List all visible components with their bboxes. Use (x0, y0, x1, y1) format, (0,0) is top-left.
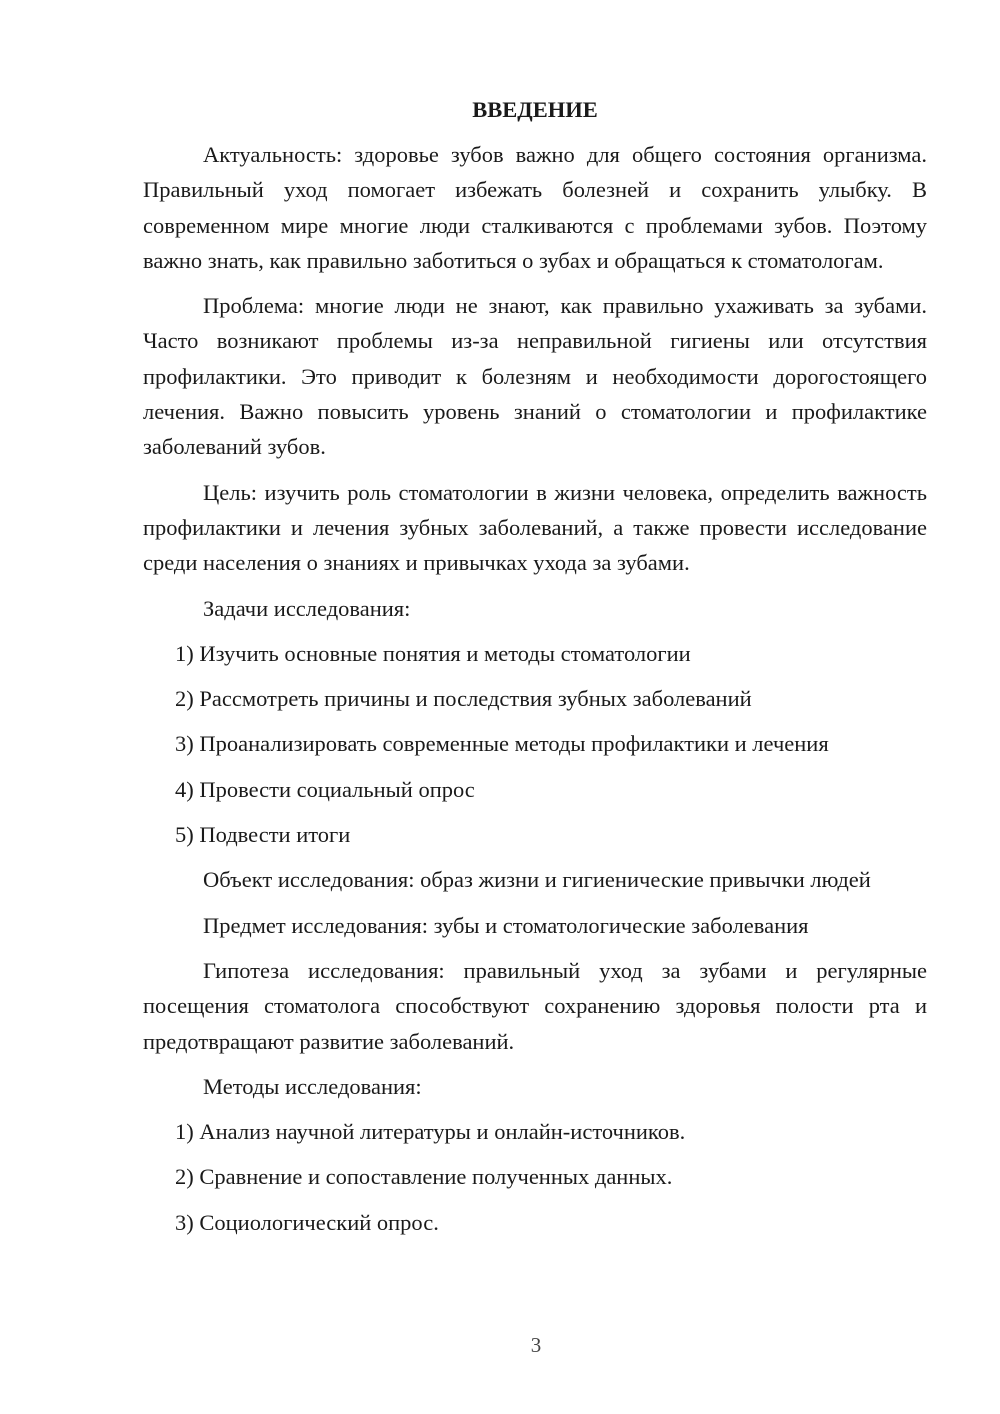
object-paragraph: Объект исследования: образ жизни и гигиенические привычки людей (203, 867, 871, 893)
tasks-heading: Задачи исследования: (203, 595, 411, 621)
goal-paragraph: Цель: изучить роль стоматологии в жизни человека, определить важность профилактики и лечения зубных заболеваний, а также провести исследование среди населения о знаниях и привычках ухода за зубами. (143, 479, 927, 576)
problem-paragraph: Проблема: многие люди не знают, как правильно ухаживать за зубами. Часто возникают проблемы из-за неправильной гигиены или отсутствия профилактики. Это приводит к болезням и необходимости дорогостоящего лечения. Важно повысить уровень знаний о стоматологии и профилактике заболеваний зубов. (143, 293, 927, 460)
task-item: 5) Подвести итоги (175, 822, 351, 848)
method-item: 3) Социологический опрос. (175, 1209, 439, 1235)
section-title: ВВЕДЕНИЕ (472, 97, 598, 122)
task-item: 3) Проанализировать современные методы профилактики и лечения (175, 731, 829, 757)
methods-heading: Методы исследования: (203, 1073, 422, 1099)
method-item: 2) Сравнение и сопоставление полученных данных. (175, 1164, 673, 1190)
hypothesis-paragraph: Гипотеза исследования: правильный уход за зубами и регулярные посещения стоматолога способствуют сохранению здоровья полости рта и предотвращают развитие заболеваний. (143, 957, 927, 1054)
tasks-list (143, 636, 927, 852)
page-number: 3 (530, 1333, 542, 1357)
page-content (143, 92, 927, 1250)
relevance-paragraph: Актуальность: здоровье зубов важно для общего состояния организма. Правильный уход помогает избежать болезней и сохранить улыбку. В современном мире многие люди сталкиваются с проблемами зубов. Поэтому важно знать, как правильно заботиться о зубах и обращаться к стоматологам. (143, 142, 927, 273)
method-item: 1) Анализ научной литературы и онлайн-источников. (175, 1119, 686, 1145)
task-item: 1) Изучить основные понятия и методы стоматологии (175, 640, 691, 666)
task-item: 2) Рассмотреть причины и последствия зубных заболеваний (175, 686, 752, 712)
subject-paragraph: Предмет исследования: зубы и стоматологические заболевания (203, 912, 809, 938)
task-item: 4) Провести социальный опрос (175, 776, 475, 802)
methods-list (143, 1114, 927, 1240)
